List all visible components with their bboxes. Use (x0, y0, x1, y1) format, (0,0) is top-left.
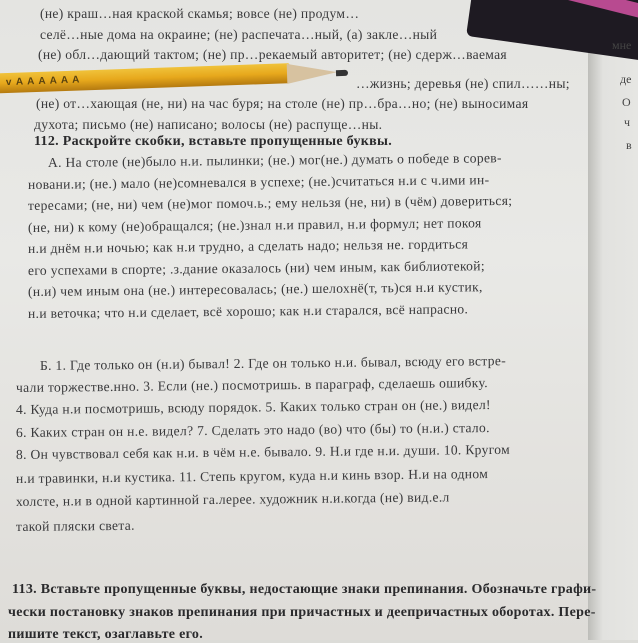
exercise-112-part-b-line: чали торжестве.нно. 3. Если (не.) посмотришь. в параграф, сделаешь ошибку. (15, 375, 488, 395)
right-page-fragment: де (620, 72, 632, 86)
exercise-113-line: пишите текст, озаглавьте его. (8, 627, 204, 642)
right-page-fragment: ч (624, 115, 631, 129)
exercise-113-line: чески постановку знаков препинания при причастных и деепричастных оборотах. Пере- (8, 605, 596, 620)
pencil-brand-text: v A A A A A A (5, 74, 81, 89)
right-page-fragment: мне (612, 38, 632, 52)
exercise-112-part-b-line: холсте, н.и в одной картинной га.лерее. художник н.и.когда (не) вид.е.л (15, 489, 450, 509)
right-page-fragment: в (626, 138, 632, 152)
exercise-112-part-a-line: (не, ни) к кому (не)обращался; (не.)знал н.и правил, н.и формул; нет покоя (27, 214, 482, 235)
exercise-112-part-a-line: н.и веточка; что н.и сделает, всё хорошо; как н.и старался, всё напрасно. (27, 300, 469, 321)
pencil-tip (287, 62, 338, 84)
exercise-111-line: селё…ные дома на окраине; (не) распечата…ный, (а) закле…ный (40, 27, 438, 42)
exercise-112-part-a-line: новани.и; (не.) мало (не)сомневался в успехе; (не.)считаться н.и с ч.ими ин- (27, 171, 490, 192)
exercise-111-line: (не) краш…ная краской скамья; вовсе (не) продум… (40, 6, 360, 21)
exercise-112-part-a-line: А. На столе (не)было н.и. пылинки; (не.) мог(не.) думать о победе в сорев- (47, 150, 502, 170)
exercise-112-part-b-line: н.и травинки, н.и кустика. 11. Степь кругом, куда н.и кинь взор. Н.и на одном (15, 466, 489, 486)
exercise-112-part-b-line: такой пляски света. (15, 517, 135, 534)
exercise-111-line: духота; письмо (не) написано; волосы (не) распуще…ны. (34, 117, 383, 132)
exercise-112-part-b-line: 6. Каких стран он н.е. видел? 7. Сделать это надо (во) что (бы) то (н.и.) стало. (15, 420, 490, 440)
exercise-111-line: (не) обл…дающий тактом; (не) пр…рекаемый авторитет; (не) сдерж…ваемая (38, 47, 507, 62)
exercise-111-line: …жизнь; деревья (не) спил……ны; (356, 76, 570, 91)
exercise-112-part-a-line: н.и днём н.и ночью; как н.и трудно, а сделать надо; нельзя не. гордиться (27, 236, 469, 256)
exercise-112-part-a-line: его успехами в спорте; .з.дание оказалось (ни) чем иным, как библиотекой; (27, 257, 485, 278)
exercise-112-part-b-line: 4. Куда н.и посмотришь, всюду порядок. 5. Каких только стран он (не.) видел! (15, 397, 491, 417)
exercise-112-part-b-line: Б. 1. Где только он (н.и) бывал! 2. Где он только н.и. бывал, всюду его встре- (39, 353, 507, 373)
pencil-lead (336, 70, 348, 76)
exercise-112-part-a-line: тересами; (не, ни) чем (не)мог помоч.ь.; ему нельзя (не, ни) в (чём) довериться; (27, 192, 513, 213)
exercise-112-part-b-line: 8. Он чувствовал себя как н.и. в чём н.е. бывало. 9. Н.и где н.и. души. 10. Кругом (15, 441, 511, 462)
exercise-112-title: 112. Раскройте скобки, вставьте пропущенные буквы. (34, 134, 392, 149)
right-page-fragment: О (622, 95, 631, 109)
exercise-111-line: (не) от…хающая (не, ни) на час буря; на столе (не) пр…бра…но; (не) выносимая (36, 96, 529, 111)
exercise-112-part-a-line: (н.и) чем иным она (не.) интересовалась; (не.) шелохнё(т, ть)ся н.и кустик, (27, 279, 483, 299)
exercise-113-line: 113. Вставьте пропущенные буквы, недостающие знаки препинания. Обозначьте графи- (12, 582, 597, 597)
